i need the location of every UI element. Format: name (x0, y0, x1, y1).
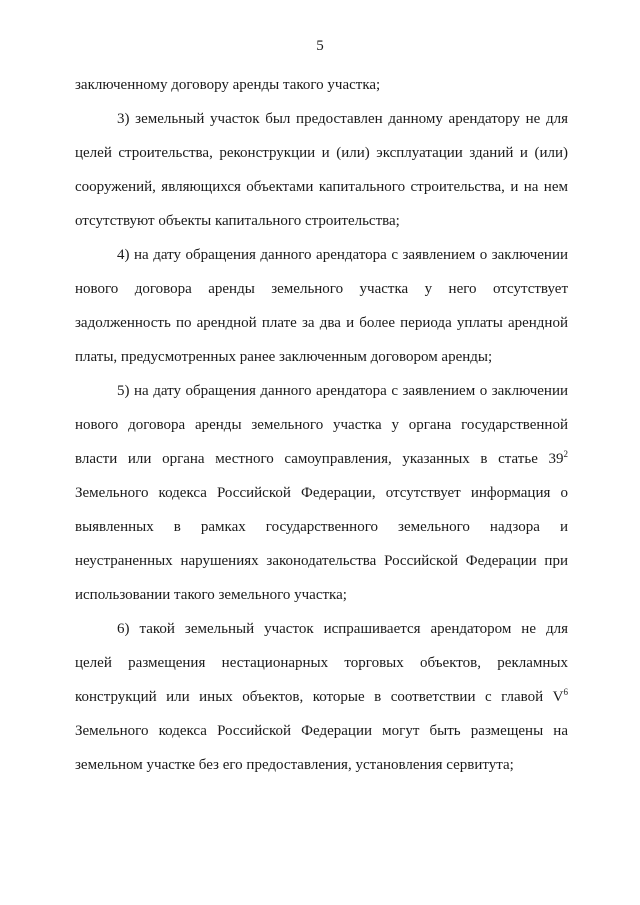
item-4-line-2: нового договора аренды земельного участка у него отсутствует (75, 281, 568, 297)
item-4-line-4: платы, предусмотренных ранее заключенным договором аренды; (75, 349, 493, 365)
item-3-line-4: отсутствуют объекты капитального строительства; (75, 213, 400, 229)
article-superscript: 2 (563, 449, 568, 459)
item-5-line-3 (75, 442, 568, 476)
item-3-line-1: 3) земельный участок был предоставлен данному арендатору не для (117, 111, 568, 127)
chapter-superscript: 6 (563, 687, 568, 697)
item-5-line-4: Земельного кодекса Российской Федерации, отсутствует информация о (75, 485, 568, 501)
item-4-line-1: 4) на дату обращения данного арендатора с заявлением о заключении (117, 247, 568, 263)
item-5-line-3-text: власти или органа местного самоуправления, указанных в статье 39 (75, 451, 564, 467)
item-6-line-4: Земельного кодекса Российской Федерации могут быть размещены на (75, 723, 568, 739)
item-5-line-2: нового договора аренды земельного участка у органа государственной (75, 417, 568, 433)
item-3-line-2: целей строительства, реконструкции и (или) эксплуатации зданий и (или) (75, 145, 568, 161)
item-6-line-3-text: конструкций или иных объектов, которые в соответствии с главой V (75, 689, 564, 705)
text-line: заключенному договору аренды такого участка; (75, 77, 381, 93)
item-6-line-5: земельном участке без его предоставления, установления сервитута; (75, 757, 514, 773)
item-4-line-3: задолженность по арендной плате за два и более периода уплаты арендной (75, 315, 568, 331)
item-6-line-3 (75, 680, 568, 714)
item-6-line-2: целей размещения нестационарных торговых объектов, рекламных (75, 655, 568, 671)
item-5-line-7: использовании такого земельного участка; (75, 587, 347, 603)
page-number: 5 (316, 38, 324, 54)
item-5-line-1: 5) на дату обращения данного арендатора с заявлением о заключении (117, 383, 568, 399)
item-3-line-3: сооружений, являющихся объектами капитального строительства, и на нем (75, 179, 568, 195)
item-6-line-1: 6) такой земельный участок испрашивается арендатором не для (117, 621, 568, 637)
item-5-line-5: выявленных в рамках государственного земельного надзора и (75, 519, 568, 535)
document-body (75, 68, 568, 782)
item-5-line-6: неустраненных нарушениях законодательства Российской Федерации при (75, 553, 568, 569)
